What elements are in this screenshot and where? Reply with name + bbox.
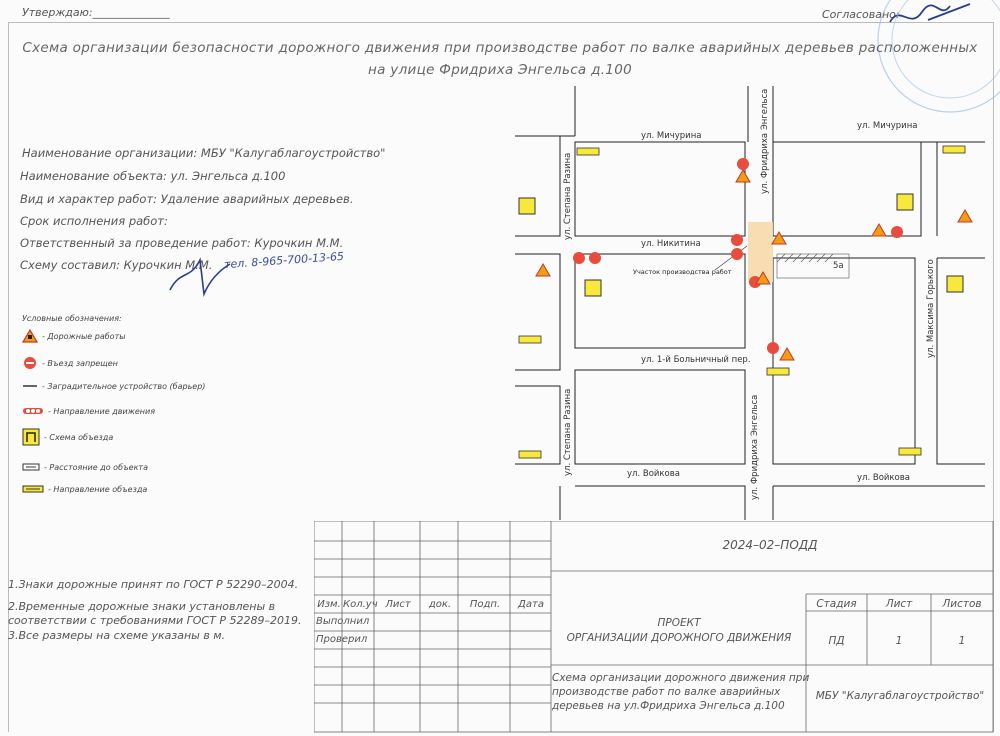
agreed-label: Согласовано: <box>822 8 900 21</box>
street-nikitina: ул. Никитина <box>641 239 701 249</box>
road-map <box>515 86 985 520</box>
detour-scheme-signs <box>519 194 963 296</box>
no-entry-icon <box>22 356 38 370</box>
stamp-col-izm: Изм. <box>317 599 341 610</box>
note-1: 1.Знаки дорожные принят по ГОСТ Р 52290–2004. <box>8 578 299 591</box>
detour-scheme-icon <box>22 428 40 446</box>
author-signature <box>160 240 240 300</box>
stamp-sheets-header: Листов <box>942 598 982 610</box>
stamp-col-podp: Подп. <box>469 599 501 610</box>
title-line2: на улице Фридриха Энгельса д.100 <box>368 62 632 78</box>
street-gorkogo: ул. Максима Горького <box>926 259 936 358</box>
legend-item-roadworks: - Дорожные работы <box>22 329 126 343</box>
stamp-executed: Выполнил <box>316 616 370 627</box>
distance-icon <box>22 462 40 472</box>
legend-item-direction: - Направление движения <box>22 404 155 418</box>
stamp-desc-2: производстве работ по валке аварийных <box>552 686 781 698</box>
legend-title: Условные обозначения: <box>22 314 122 323</box>
building-number: 5а <box>833 261 844 271</box>
street-voykova-right: ул. Войкова <box>857 473 910 483</box>
legend-item-distance: - Расстояние до объекта <box>22 462 148 472</box>
street-michurina-right: ул. Мичурина <box>857 121 918 131</box>
stamp-sheet: 1 <box>895 635 903 647</box>
street-razina-bottom: ул. Степана Разина <box>563 388 573 476</box>
street-engelsa-bottom: ул. Фридриха Энгельса <box>750 394 760 500</box>
legend-item-detour-scheme: - Схема объезда <box>22 428 113 446</box>
info-object: Наименование объекта: ул. Энгельса д.100 <box>20 169 286 183</box>
legend-item-no-entry: - Въезд запрещен <box>22 356 118 370</box>
legend-item-detour-direction: - Направление объезда <box>22 484 147 494</box>
stamp-stage: ПД <box>828 635 845 647</box>
info-work: Вид и характер работ: Удаление аварийных деревьев. <box>20 192 354 206</box>
stamp-org: МБУ "Калугаблагоустройство" <box>815 690 985 702</box>
author-phone: тел. 8-965-700-13-65 <box>223 249 345 272</box>
street-bolnichny: ул. 1-й Больничный пер. <box>641 355 751 365</box>
stamp-col-date: Дата <box>518 599 544 610</box>
stamp-col-doc: док. <box>428 599 452 610</box>
stamp-checked: Проверил <box>316 634 368 645</box>
street-razina-top: ул. Степана Разина <box>563 152 573 240</box>
stamp-sheets: 1 <box>958 635 966 647</box>
stamp-col-list: Лист <box>385 599 411 610</box>
direction-icon <box>22 404 44 418</box>
stamp-col-kolich: Кол.уч <box>343 599 378 610</box>
title-line1: Схема организации безопасности дорожного движения при производстве работ по валке аварийных деревьев расположенных <box>22 40 978 56</box>
stamp-desc-3: деревьев на ул.Фридриха Энгельса д.100 <box>552 700 785 712</box>
detour-direction-icon <box>22 484 44 494</box>
info-responsible: Ответственный за проведение работ: Курочкин М.М. <box>20 236 344 250</box>
info-author: Схему составил: Курочкин М.М. <box>20 258 213 272</box>
info-org: Наименование организации: МБУ "Калугаблагоустройство" <box>22 146 386 160</box>
stamp-project-2: ОРГАНИЗАЦИИ ДОРОЖНОГО ДВИЖЕНИЯ <box>566 632 792 644</box>
stamp-desc-1: Схема организации дорожного движения при <box>552 672 810 684</box>
stamp-code: 2024–02–ПОДД <box>722 538 818 552</box>
stamp-project-1: ПРОЕКТ <box>657 617 701 629</box>
street-voykova-left: ул. Войкова <box>627 469 680 479</box>
approve-label: Утверждаю:______________ <box>22 6 170 19</box>
street-michurina-left: ул. Мичурина <box>641 131 702 141</box>
note-3: 3.Все размеры на схеме указаны в м. <box>8 629 226 642</box>
note-2b: соответствии с требованиями ГОСТ Р 52289–2019. <box>8 614 302 627</box>
note-2a: 2.Временные дорожные знаки установлены в <box>8 600 276 613</box>
roadworks-icon <box>22 329 38 343</box>
work-area-label: Участок производства работ <box>633 268 732 276</box>
detour-direction-signs <box>519 146 965 458</box>
stamp-sheet-header: Лист <box>885 598 913 610</box>
stamp-stage-header: Стадия <box>816 598 857 610</box>
barrier-icon <box>22 379 38 393</box>
no-entry-signs <box>573 158 903 354</box>
street-engelsa-top: ул. Фридриха Энгельса <box>760 88 770 194</box>
info-term: Срок исполнения работ: <box>20 214 168 228</box>
legend-item-barrier: - Заградительное устройство (барьер) <box>22 379 205 393</box>
